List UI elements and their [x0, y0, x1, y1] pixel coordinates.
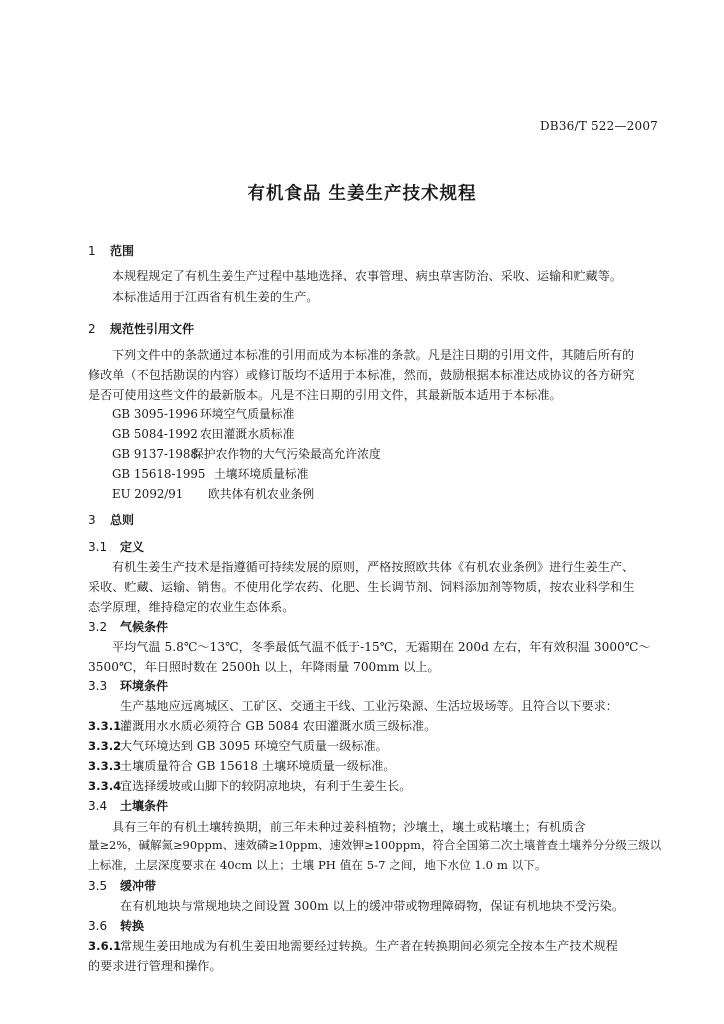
section-heading-2	[88, 320, 194, 337]
reference-code: GB 15618-1995	[112, 467, 206, 481]
paragraph-line: 具有三年的有机土壤转换期，前三年未种过姜科植物；沙壤土，壤土或粘壤土；有机质含	[112, 820, 586, 834]
subsection-number: 3.1	[88, 540, 108, 554]
subsection-title: 环境条件	[120, 679, 169, 693]
reference-name: 保护农作物的大气污染最高允许浓度	[192, 447, 381, 461]
section-title: 规范性引用文件	[110, 322, 195, 336]
paragraph-line: 3500℃，年日照时数在 2500h 以上，年降雨量 700mm 以上。	[88, 660, 440, 674]
clause-number: 3.3.3	[88, 759, 122, 773]
clause-text: 灌溉用水水质必须符合 GB 5084 农田灌溉水质三级标准。	[120, 719, 437, 733]
paragraph-line: 量≥2%，碱解氮≥90ppm、速效磷≥10ppm、速效钾≥100ppm，符合全国第二次土壤普查土壤养分分级三级以	[88, 838, 662, 852]
subsection-heading-3-6	[88, 917, 144, 934]
document-number: DB36/T 522—2007	[539, 119, 658, 133]
section-number: 3	[88, 513, 96, 527]
reference-name: 环境空气质量标准	[200, 407, 295, 421]
paragraph-line: 下列文件中的条款通过本标准的引用而成为本标准的条款。凡是注日期的引用文件，其随后所有的	[112, 348, 635, 362]
section-title: 总则	[110, 513, 135, 527]
clause-3-3-2	[88, 737, 388, 754]
reference-name: 土壤环境质量标准	[214, 467, 309, 481]
clause-3-3-3	[88, 757, 396, 774]
section-heading-3	[88, 511, 134, 528]
reference-item	[112, 465, 308, 482]
subsection-heading-3-5	[88, 877, 156, 894]
clause-number: 3.3.4	[88, 779, 122, 793]
subsection-number: 3.4	[88, 799, 108, 813]
clause-text: 土壤质量符合 GB 15618 土壤环境质量一级标准。	[120, 759, 396, 773]
reference-code: GB 5084-1992	[112, 427, 198, 441]
paragraph-line: 修改单（不包括勘误的内容）或修订版均不适用于本标准，然而，鼓励根据本标准达成协议的各方研究	[88, 368, 635, 382]
reference-item	[112, 445, 381, 462]
clause-3-3-1	[88, 717, 436, 734]
paragraph-line: 采收、贮藏、运输、销售。不使用化学农药、化肥、生长调节剂、饲料添加剂等物质，按农业科学和生	[88, 580, 635, 594]
subsection-number: 3.6	[88, 919, 108, 933]
reference-name: 农田灌溉水质标准	[200, 427, 295, 441]
subsection-title: 定义	[120, 540, 145, 554]
subsection-heading-3-3	[88, 677, 168, 694]
clause-3-6-1	[88, 937, 618, 954]
subsection-heading-3-4	[88, 797, 168, 814]
reference-code: GB 9137-1988	[112, 447, 198, 461]
section-number: 2	[88, 322, 96, 336]
clause-3-3-4	[88, 777, 411, 794]
subsection-heading-3-1	[88, 538, 144, 555]
reference-item	[112, 405, 294, 422]
paragraph-line: 有机生姜生产技术是指遵循可持续发展的原则，严格按照欧共体《有机农业条例》进行生姜生产、	[112, 560, 635, 574]
subsection-heading-3-2	[88, 618, 168, 635]
subsection-number: 3.3	[88, 679, 108, 693]
subsection-title: 转换	[120, 919, 145, 933]
clause-number: 3.3.2	[88, 739, 122, 753]
reference-item	[112, 485, 314, 502]
subsection-number: 3.5	[88, 879, 108, 893]
paragraph-line: 本规程规定了有机生姜生产过程中基地选择、农事管理、病虫草害防治、采收、运输和贮藏等。	[112, 269, 623, 283]
section-heading-1	[88, 242, 134, 259]
paragraph-line: 态学原理，维持稳定的农业生态体系。	[88, 600, 295, 614]
paragraph-line: 在有机地块与常规地块之间设置 300m 以上的缓冲带或物理障碍物，保证有机地块不受污染。	[120, 899, 625, 913]
reference-code: GB 3095-1996	[112, 407, 198, 421]
paragraph-line: 是否可使用这些文件的最新版本。凡是不注日期的引用文件，其最新版本适用于本标准。	[88, 388, 562, 402]
paragraph-line: 的要求进行管理和操作。	[88, 959, 222, 973]
reference-code: EU 2092/91	[112, 487, 184, 501]
section-title: 范围	[110, 244, 135, 258]
subsection-number: 3.2	[88, 620, 108, 634]
clause-number: 3.6.1	[88, 939, 122, 953]
subsection-title: 土壤条件	[120, 799, 169, 813]
clause-text: 宜选择缓坡或山脚下的较阴凉地块，有利于生姜生长。	[120, 779, 412, 793]
paragraph-line: 平均气温 5.8℃～13℃，冬季最低气温不低于-15℃，无霜期在 200d 左右，年有效积温 3000℃～	[112, 640, 651, 654]
document-title: 有机食品 生姜生产技术规程	[247, 184, 477, 204]
subsection-title: 缓冲带	[120, 879, 157, 893]
subsection-title: 气候条件	[120, 620, 169, 634]
paragraph-line: 上标准，土层深度要求在 40cm 以上；土壤 PH 值在 5-7 之间，地下水位 1.0 m 以下。	[88, 858, 547, 872]
clause-text: 大气环境达到 GB 3095 环境空气质量一级标准。	[120, 739, 388, 753]
clause-number: 3.3.1	[88, 719, 122, 733]
reference-item	[112, 425, 294, 442]
paragraph-line: 生产基地应远离城区、工矿区、交通主干线、工业污染源、生活垃圾场等。且符合以下要求：	[120, 699, 618, 713]
reference-name: 欧共体有机农业条例	[208, 487, 315, 501]
section-number: 1	[88, 244, 96, 258]
clause-text: 常规生姜田地成为有机生姜田地需要经过转换。生产者在转换期间必须完全按本生产技术规程	[120, 939, 618, 953]
paragraph-line: 本标准适用于江西省有机生姜的生产。	[112, 290, 319, 304]
